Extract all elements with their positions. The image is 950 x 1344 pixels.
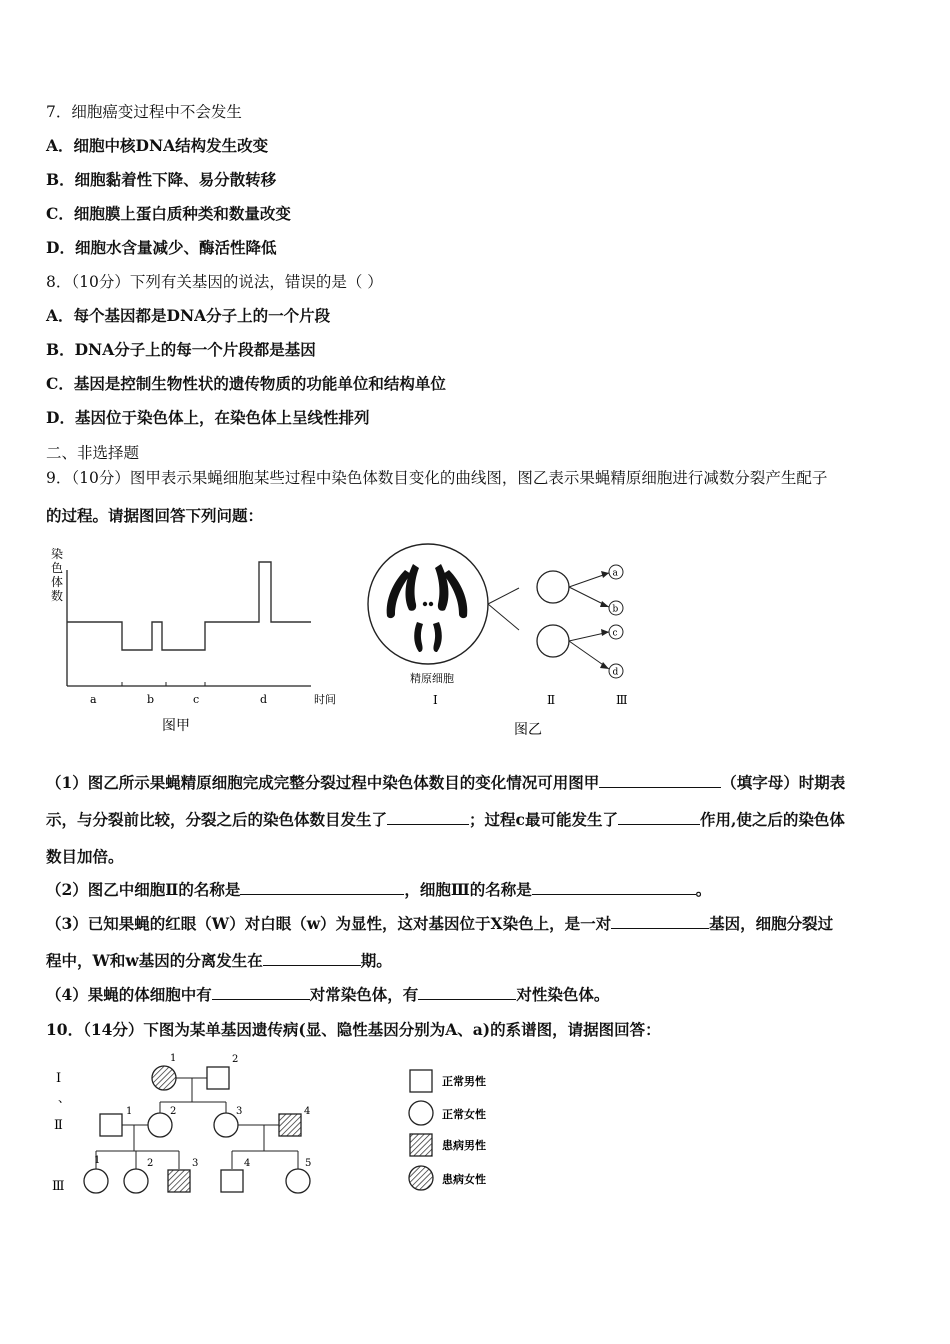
svg-text:5: 5 — [305, 1158, 312, 1169]
answer-blank[interactable] — [611, 914, 709, 929]
answer-blank[interactable] — [532, 880, 696, 895]
answer-blank[interactable] — [599, 773, 721, 788]
x-tick-label: d — [260, 693, 268, 706]
pedigree-normal-male — [207, 1067, 229, 1089]
legend-normal-male-icon — [410, 1070, 432, 1092]
spermatogonium-label: 精原细胞 — [410, 672, 454, 685]
legend-affected-male-icon — [410, 1134, 432, 1156]
pedigree-normal-male — [221, 1170, 243, 1192]
pedigree-affected-male — [279, 1114, 301, 1136]
q9-part1-line3: 数目加倍。 — [46, 847, 124, 866]
q9-part4: （4）果蝇的体细胞中有 对常染色体，有 对性染色体。 — [46, 985, 610, 1004]
x-tick-label: a — [90, 693, 97, 706]
gamete-label: b — [612, 604, 619, 615]
q8-option-d: D．基因位于染色体上，在染色体上呈线性排列 — [46, 408, 370, 427]
answer-blank[interactable] — [212, 985, 310, 1000]
pedigree-normal-female — [148, 1113, 172, 1137]
q8-option-a: A．每个基因都是DNA分子上的一个片段 — [46, 306, 331, 325]
section-heading: 二、非选择题 — [46, 444, 140, 462]
pedigree-normal-male — [100, 1114, 122, 1136]
pedigree-normal-female — [84, 1169, 108, 1193]
svg-text:2: 2 — [232, 1054, 239, 1065]
q9-part3-line1: （3）已知果蝇的红眼（W）对白眼（w）为显性，这对基因位于X染色上，是一对 基因，细胞分裂过 — [46, 914, 834, 933]
q8-stem: 8．（10分）下列有关基因的说法，错误的是（ ） — [46, 273, 383, 291]
pedigree-affected-male — [168, 1170, 190, 1192]
q8-option-b: B．DNA分子上的每一个片段都是基因 — [46, 340, 316, 359]
arrow — [488, 604, 519, 630]
legend-normal-female-icon — [409, 1101, 433, 1125]
x-tick-label: c — [193, 693, 200, 706]
chromosomes — [387, 564, 468, 652]
arrow — [488, 588, 519, 604]
figure-yi — [365, 540, 645, 740]
q9-stem-line2: 的过程。请据图回答下列问题： — [46, 506, 264, 525]
figure-jia — [46, 540, 346, 740]
answer-blank[interactable] — [418, 985, 516, 1000]
q7-option-b: B．细胞黏着性下降、易分散转移 — [46, 170, 277, 189]
svg-text:2: 2 — [170, 1106, 177, 1117]
answer-blank[interactable] — [240, 880, 404, 895]
q7-option-c: C．细胞膜上蛋白质种类和数量改变 — [46, 204, 291, 223]
legend-label: 患病男性 — [442, 1139, 486, 1152]
pedigree-chart — [46, 1048, 516, 1208]
svg-text:3: 3 — [192, 1158, 199, 1169]
generation-label: Ⅰ — [56, 1071, 62, 1086]
q7-option-d: D．细胞水含量减少、酶活性降低 — [46, 238, 277, 257]
pedigree-affected-female — [152, 1066, 176, 1090]
q10-stem: 10．（14分）下图为某单基因遗传病(显、隐性基因分别为A、a)的系谱图，请据图回答： — [46, 1020, 661, 1039]
figure-jia-caption: 图甲 — [162, 718, 190, 734]
generation-label: Ⅲ — [52, 1179, 65, 1194]
y-label-char: 体 — [51, 575, 64, 589]
gamete-label: d — [612, 667, 619, 678]
q9-part3-line2: 程中，W和w基因的分离发生在 期。 — [46, 951, 392, 970]
pedigree-normal-female — [124, 1169, 148, 1193]
svg-text:4: 4 — [244, 1158, 251, 1169]
svg-text:1: 1 — [170, 1053, 177, 1064]
pedigree-normal-female — [214, 1113, 238, 1137]
spermatogonium-cell — [368, 544, 488, 664]
q9-stem-line1: 9．（10分）图甲表示果蝇细胞某些过程中染色体数目变化的曲线图，图乙表示果蝇精原细胞进行减数分裂产生配子 — [46, 469, 828, 487]
stage-label: Ⅲ — [616, 693, 628, 707]
gamete-label: a — [612, 568, 618, 579]
answer-blank[interactable] — [387, 810, 469, 825]
gamete-label: c — [612, 628, 618, 639]
q7-option-a: A．细胞中核DNA结构发生改变 — [46, 136, 269, 155]
secondary-spermatocyte — [537, 571, 569, 603]
generation-label: Ⅱ — [54, 1118, 63, 1133]
svg-text:1: 1 — [94, 1155, 101, 1166]
pedigree-normal-female — [286, 1169, 310, 1193]
y-label-char: 色 — [51, 561, 64, 575]
legend-label: 正常女性 — [442, 1108, 486, 1121]
stage-label: Ⅰ — [433, 693, 438, 707]
secondary-spermatocyte — [537, 625, 569, 657]
svg-text:4: 4 — [304, 1106, 311, 1117]
x-axis-label: 时间 — [314, 693, 336, 706]
q9-part1-line2: 示，与分裂前比较，分裂之后的染色体数目发生了 ；过程c最可能发生了 作用,使之后的染色体 — [46, 810, 845, 829]
svg-text:3: 3 — [236, 1106, 243, 1117]
svg-text:1: 1 — [126, 1106, 133, 1117]
legend-label: 正常男性 — [442, 1075, 486, 1088]
y-label-char: 染 — [51, 547, 64, 561]
svg-text:2: 2 — [147, 1158, 154, 1169]
q9-part2: （2）图乙中细胞Ⅱ的名称是 ，细胞Ⅲ的名称是 。 — [46, 880, 712, 899]
answer-blank[interactable] — [263, 951, 361, 966]
x-tick-label: b — [147, 693, 155, 706]
answer-blank[interactable] — [618, 810, 700, 825]
chromosome-curve — [67, 562, 311, 650]
q9-part1-line1: （1）图乙所示果蝇精原细胞完成完整分裂过程中染色体数目的变化情况可用图甲 （填字母）时期表 — [46, 773, 846, 792]
generation-mark: 、 — [58, 1091, 71, 1105]
q7-stem: 7．细胞癌变过程中不会发生 — [46, 103, 242, 121]
stage-label: Ⅱ — [547, 693, 556, 707]
legend-affected-female-icon — [409, 1166, 433, 1190]
figure-yi-caption: 图乙 — [514, 722, 542, 738]
legend-label: 患病女性 — [442, 1173, 486, 1186]
q8-option-c: C．基因是控制生物性状的遗传物质的功能单位和结构单位 — [46, 374, 446, 393]
y-label-char: 数 — [51, 589, 64, 603]
